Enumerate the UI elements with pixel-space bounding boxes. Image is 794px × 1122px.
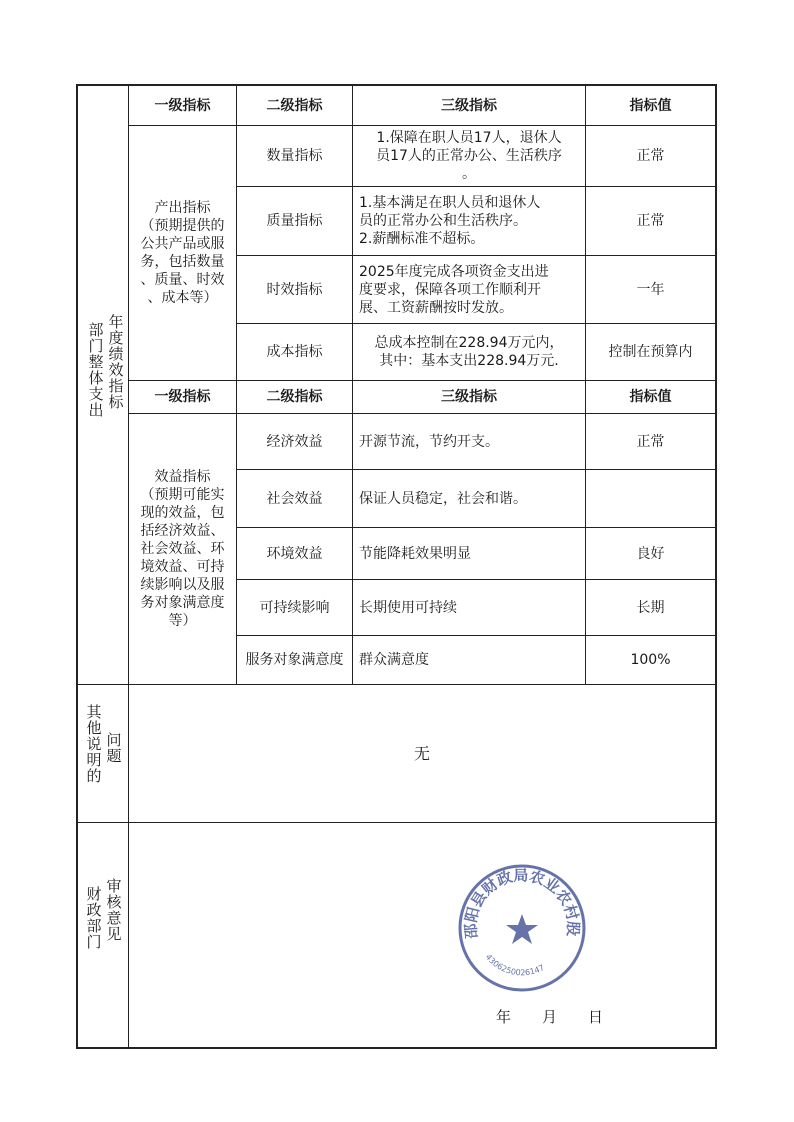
satisfaction-value: 100% <box>630 652 671 668</box>
header2-level1: 一级指标 <box>154 389 211 405</box>
sustainability-level3: 长期使用可持续 <box>359 599 457 616</box>
satisfaction-level3: 群众满意度 <box>359 652 429 668</box>
other-notes-text: 无 <box>413 743 430 763</box>
environment-level3: 节能降耗效果明显 <box>359 545 471 562</box>
quantity-value: 正常 <box>636 148 665 164</box>
other-notes-label-b: 问题 <box>106 731 122 765</box>
economic-value: 正常 <box>636 433 665 450</box>
other-notes-label-a: 其他说明的 <box>86 703 102 785</box>
header-level1: 一级指标 <box>154 97 211 114</box>
environment-value: 良好 <box>636 545 665 562</box>
svg-text:邵阳县财政局农业农村股: 邵阳县财政局农业农村股 <box>461 866 583 940</box>
quality-level2: 质量指标 <box>266 213 323 229</box>
timeliness-value: 一年 <box>636 281 665 298</box>
header-level3: 三级指标 <box>441 97 497 114</box>
environment-level2: 环境效益 <box>266 545 323 562</box>
quality-level3: 1.基本满足在职人员和退休人 员的正常办公和生活秩序。 2.薪酬标准不超标。 <box>359 195 541 247</box>
social-value <box>586 470 715 527</box>
header2-level2: 二级指标 <box>266 389 323 405</box>
svg-text:4306250026147: 4306250026147 <box>483 952 546 978</box>
dept-spending-label: 部门整体支出 <box>88 321 104 419</box>
cost-level2: 成本指标 <box>266 344 323 360</box>
table-border-bottom <box>76 1047 717 1049</box>
annual-performance-label: 年度绩效指标 <box>108 313 124 411</box>
quality-value: 正常 <box>636 213 665 229</box>
timeliness-level2: 时效指标 <box>266 281 323 298</box>
official-seal-stamp <box>456 862 588 994</box>
header2-value: 指标值 <box>629 389 672 405</box>
header-level2: 二级指标 <box>266 97 323 114</box>
finance-dept-label: 财政部门 <box>86 885 102 951</box>
social-level3: 保证人员稳定，社会和谐。 <box>359 490 527 507</box>
output-level1: 产出指标 （预期提供的 公共产品或服 务，包括数量 、质量、时效 、成本等） <box>140 200 225 306</box>
quantity-level2: 数量指标 <box>266 148 323 164</box>
benefit-level1: 效益指标 （预期可能实 现的效益，包 括经济效益、 社会效益、环 境效益、可持 续影响以及服 务对象满意度 等） <box>140 469 225 629</box>
section-divider-2 <box>76 822 717 823</box>
cost-level3: 总成本控制在228.94万元内， 其中：基本支出228.94万元. <box>374 335 564 369</box>
social-level2: 社会效益 <box>266 490 323 507</box>
table-border-right <box>715 84 717 1049</box>
economic-level2: 经济效益 <box>266 433 323 450</box>
review-opinion-label: 审核意见 <box>106 877 122 943</box>
review-date: 年 月 日 <box>496 1008 612 1026</box>
sustainability-value: 长期 <box>636 599 665 616</box>
economic-level3: 开源节流，节约开支。 <box>359 433 499 450</box>
sustainability-level2: 可持续影响 <box>259 599 330 616</box>
timeliness-level3: 2025年度完成各项资金支出进 度要求，保障各项工作顺利开 展、工资薪酬按时发放。 <box>359 263 549 316</box>
header2-level3: 三级指标 <box>441 389 497 405</box>
table-border-left <box>76 84 78 1049</box>
satisfaction-level2: 服务对象满意度 <box>245 652 344 668</box>
cost-value: 控制在预算内 <box>608 344 693 360</box>
header-value: 指标值 <box>629 97 672 114</box>
quantity-level3: 1.保障在职人员17人，退休人 员17人的正常办公、生活秩序 。 <box>376 130 562 182</box>
